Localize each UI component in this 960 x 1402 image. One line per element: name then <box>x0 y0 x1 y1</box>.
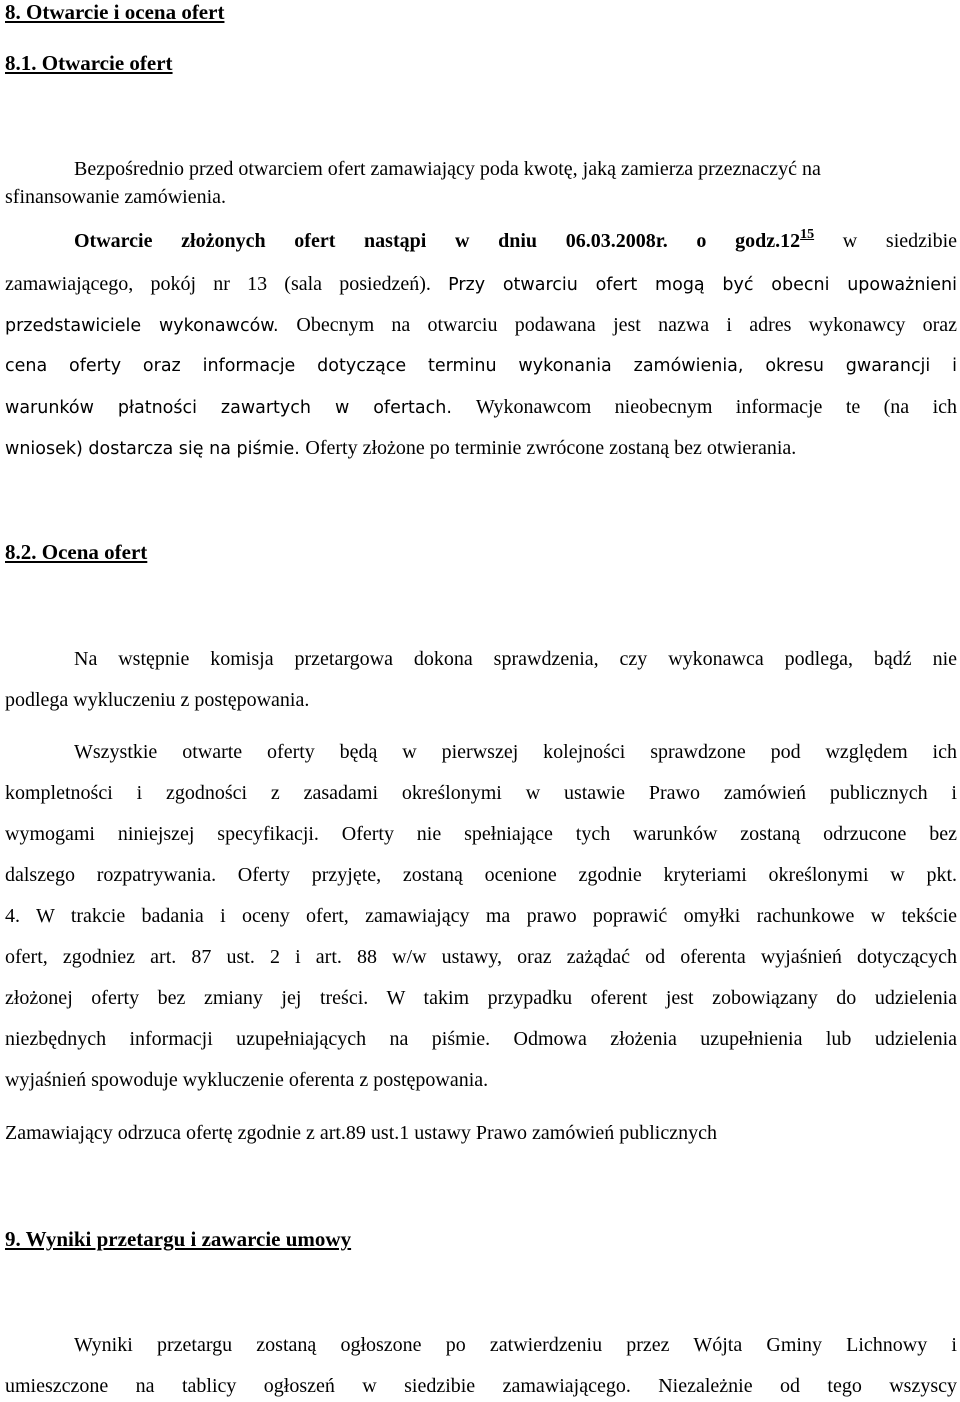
paragraph-line <box>5 272 957 297</box>
paragraph-line: wyjaśnień spowoduje wykluczenie oferenta z postępowania. <box>5 1069 489 1091</box>
opening-date-bold-text: Otwarcie złożonych ofert nastąpi w dniu 06.03.2008r. o godz.12 <box>74 230 801 252</box>
paragraph-line: Zamawiający odrzuca ofertę zgodnie z art.89 ust.1 ustawy Prawo zamówień publicznych <box>5 1122 717 1144</box>
paragraph-line: cena oferty oraz informacje dotyczące terminu wykonania zamówienia, okresu gwarancji i <box>5 356 957 376</box>
paragraph-line: Wyniki przetargu zostaną ogłoszone po zatwierdzeniu przez Wójta Gminy Lichnowy i <box>74 1334 957 1356</box>
paragraph-line <box>5 436 957 461</box>
paragraph-line <box>5 395 957 420</box>
paragraph-line: złożonej oferty bez zmiany jej treści. W takim przypadku oferent jest zobowiązany do udzielenia <box>5 987 957 1009</box>
paragraph-line <box>5 313 957 338</box>
paragraph-text: Wykonawcom nieobecnym informacje te (na ich <box>475 396 958 418</box>
paragraph-line: ofert, zgodniez art. 87 ust. 2 i art. 88 w/w ustawy, oraz zażądać od oferenta wyjaśnień dotyczących <box>5 946 957 968</box>
paragraph-line: Na wstępnie komisja przetargowa dokona sprawdzenia, czy wykonawca podlega, bądź nie <box>74 648 957 670</box>
paragraph-line: podlega wykluczeniu z postępowania. <box>5 689 310 711</box>
section-8-1-heading: 8.1. Otwarcie ofert <box>5 51 173 75</box>
paragraph-text: Obecnym na otwarciu podawana jest nazwa i adres wykonawcy oraz <box>296 314 957 336</box>
paragraph-text-sans: przedstawiciele wykonawców. <box>5 316 297 336</box>
paragraph-text: zamawiającego, pokój nr 13 (sala posiedzeń). <box>5 273 449 295</box>
paragraph-line: Bezpośrednio przed otwarciem ofert zamawiający poda kwotę, jaką zamierza przeznaczyć na <box>74 158 821 180</box>
paragraph-text-sans: warunków płatności zawartych w ofertach. <box>5 398 476 418</box>
paragraph-line: dalszego rozpatrywania. Oferty przyjęte, zostaną ocenione zgodnie kryteriami określonymi w pkt. <box>5 864 957 886</box>
paragraph-text: w siedzibie <box>842 230 958 252</box>
paragraph-line: wymogami niniejszej specyfikacji. Oferty nie spełniające tych warunków zostaną odrzucone bez <box>5 823 957 845</box>
paragraph-line: Wszystkie otwarte oferty będą w pierwszej kolejności sprawdzone pod względem ich <box>74 741 957 763</box>
paragraph-line <box>74 229 957 256</box>
section-8-2-heading: 8.2. Ocena ofert <box>5 540 148 564</box>
paragraph-line: sfinansowanie zamówienia. <box>5 186 227 208</box>
paragraph-text-sans: Przy otwarciu ofert mogą być obecni upoważnieni <box>448 275 957 295</box>
paragraph-text: Oferty złożone po terminie zwrócone zostaną bez otwierania. <box>305 437 797 459</box>
paragraph-line: umieszczone na tablicy ogłoszeń w siedzibie zamawiającego. Niezależnie od tego wszyscy <box>5 1375 957 1397</box>
section-8-heading: 8. Otwarcie i ocena ofert <box>5 0 225 24</box>
opening-time-superscript: 15 <box>800 227 815 242</box>
paragraph-line: 4. W trakcie badania i oceny ofert, zamawiający ma prawo poprawić omyłki rachunkowe w tekście <box>5 905 957 927</box>
paragraph-line: niezbędnych informacji uzupełniających na piśmie. Odmowa złożenia uzupełnienia lub udzielenia <box>5 1028 957 1050</box>
section-9-heading: 9. Wyniki przetargu i zawarcie umowy <box>5 1227 352 1251</box>
paragraph-text-sans: wniosek) dostarcza się na piśmie. <box>5 439 306 459</box>
paragraph-line: kompletności i zgodności z zasadami określonymi w ustawie Prawo zamówień publicznych i <box>5 782 957 804</box>
